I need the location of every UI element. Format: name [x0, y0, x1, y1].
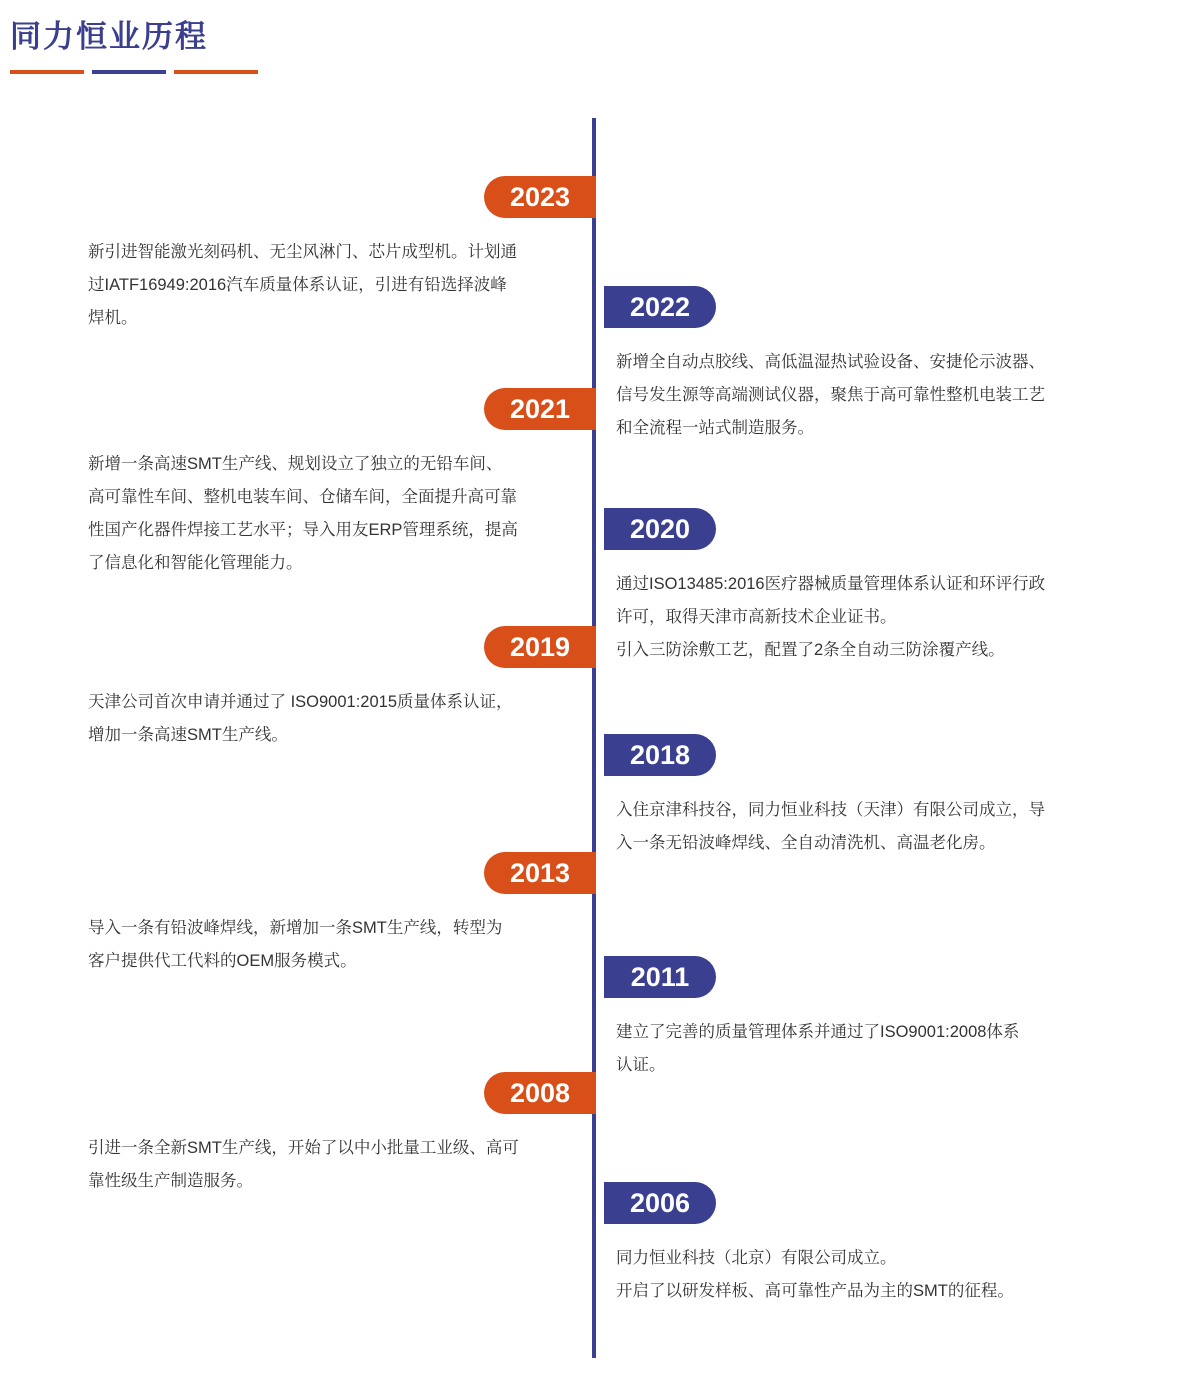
timeline-description-line: 通过ISO13485:2016医疗器械质量管理体系认证和环评行政 — [616, 575, 1046, 593]
timeline-description-line: 新增全自动点胶线、高低温湿热试验设备、安捷伦示波器、 — [616, 353, 1045, 371]
timeline-year-2023[interactable]: 2023 — [484, 176, 596, 218]
timeline-description-line: 和全流程一站式制造服务。 — [616, 419, 814, 437]
timeline-description-line: 同力恒业科技（北京）有限公司成立。 — [616, 1249, 897, 1267]
timeline-description-line: 客户提供代工代料的OEM服务模式。 — [88, 952, 357, 970]
timeline-year-2019[interactable]: 2019 — [484, 626, 596, 668]
timeline-description-line: 焊机。 — [88, 309, 138, 327]
timeline-description-line: 增加一条高速SMT生产线。 — [88, 726, 288, 744]
timeline-description-2020 — [616, 568, 1156, 667]
timeline-description-2023 — [88, 236, 596, 335]
timeline-description-line: 新增一条高速SMT生产线、规划设立了独立的无铅车间、 — [88, 455, 503, 473]
timeline-description-line: 导入一条有铅波峰焊线，新增加一条SMT生产线，转型为 — [88, 919, 503, 937]
timeline-year-2022[interactable]: 2022 — [604, 286, 716, 328]
timeline-year-2018[interactable]: 2018 — [604, 734, 716, 776]
timeline-description-line: 建立了完善的质量管理体系并通过了ISO9001:2008体系 — [616, 1023, 1020, 1041]
timeline-year-2013[interactable]: 2013 — [484, 852, 596, 894]
timeline-description-2006 — [616, 1242, 1156, 1308]
timeline-description-line: 引入三防涂敷工艺，配置了2条全自动三防涂覆产线。 — [616, 641, 1005, 659]
timeline-year-2006[interactable]: 2006 — [604, 1182, 716, 1224]
timeline-description-line: 引进一条全新SMT生产线，开始了以中小批量工业级、高可 — [88, 1139, 519, 1157]
timeline-description-line: 许可，取得天津市高新技术企业证书。 — [616, 608, 897, 626]
timeline-description-2018 — [616, 794, 1156, 860]
page-title: 同力恒业历程 — [10, 19, 208, 54]
timeline-description-2021 — [88, 448, 596, 580]
timeline-description-line: 高可靠性车间、整机电装车间、仓储车间，全面提升高可靠 — [88, 488, 517, 506]
timeline-year-2008[interactable]: 2008 — [484, 1072, 596, 1114]
timeline-description-line: 过IATF16949:2016汽车质量体系认证，引进有铅选择波峰 — [88, 276, 507, 294]
timeline-description-line: 入住京津科技谷，同力恒业科技（天津）有限公司成立，导 — [616, 801, 1045, 819]
timeline-description-line: 开启了以研发样板、高可靠性产品为主的SMT的征程。 — [616, 1282, 1014, 1300]
timeline-description-2013 — [88, 912, 596, 978]
timeline-description-line: 了信息化和智能化管理能力。 — [88, 554, 303, 572]
timeline-description-line: 认证。 — [616, 1056, 666, 1074]
timeline-description-line: 天津公司首次申请并通过了 ISO9001:2015质量体系认证， — [88, 693, 513, 711]
timeline-description-2022 — [616, 346, 1156, 445]
timeline-description-line: 靠性级生产制造服务。 — [88, 1172, 253, 1190]
timeline-year-2020[interactable]: 2020 — [604, 508, 716, 550]
timeline-year-2011[interactable]: 2011 — [604, 956, 716, 998]
timeline-description-line: 性国产化器件焊接工艺水平；导入用友ERP管理系统，提高 — [88, 521, 518, 539]
timeline-description-line: 新引进智能激光刻码机、无尘风淋门、芯片成型机。计划通 — [88, 243, 517, 261]
timeline-description-2008 — [88, 1132, 596, 1198]
timeline-description-2019 — [88, 686, 596, 752]
timeline-description-line: 入一条无铅波峰焊线、全自动清洗机、高温老化房。 — [616, 834, 996, 852]
timeline-description-2011 — [616, 1016, 1156, 1082]
timeline-year-2021[interactable]: 2021 — [484, 388, 596, 430]
timeline-description-line: 信号发生源等高端测试仪器，聚焦于高可靠性整机电装工艺 — [616, 386, 1045, 404]
